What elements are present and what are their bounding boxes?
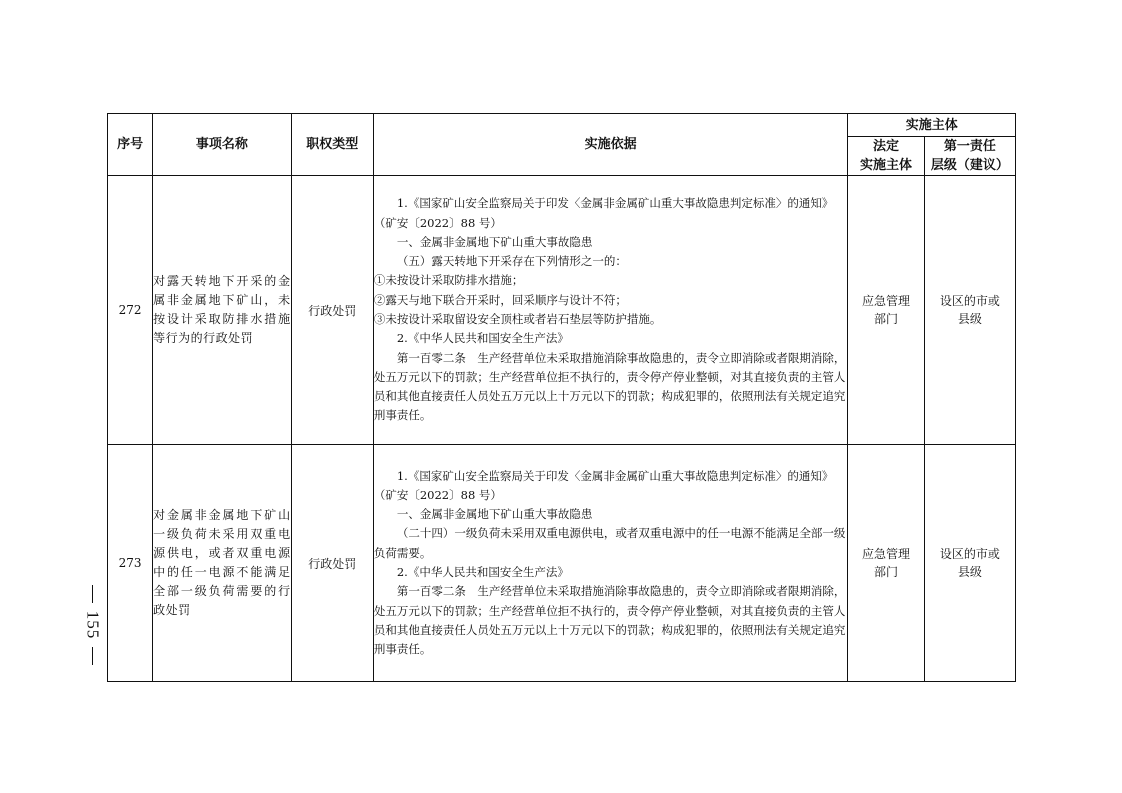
row-basis (373, 176, 848, 445)
basis-line: （二十四）一级负荷未采用双重电源供电，或者双重电源中的任一电源不能满足全部一级负荷需要。 (373, 526, 846, 560)
legal-subject-line1: 应急管理 (862, 547, 911, 561)
basis-line: 第一百零二条 生产经营单位未采取措施消除事故隐患的，责令立即消除或者限期消除，处五万元以下的罚款；生产经营单位拒不执行的，责令停产停业整顿，对其直接负责的主管人员和其他直接责任人员处五万元以上十万元以下的罚款；构成犯罪的，依照刑法有关规定追究刑事责任。 (373, 350, 846, 423)
row-legal-subject (848, 176, 924, 445)
page-number-dash-bottom (92, 647, 93, 665)
row-name: 对露天转地下开采的金属非金属地下矿山，未按设计采取防排水措施等行为的行政处罚 (153, 176, 291, 445)
basis-line: ①未按设计采取防排水措施； (373, 273, 524, 288)
row-basis (373, 445, 848, 682)
basis-line: 一、金属非金属地下矿山重大事故隐患 (396, 234, 593, 249)
row-legal-subject (848, 445, 924, 682)
basis-line: ③未按设计采取留设安全顶柱或者岩石垫层等防护措施。 (373, 312, 662, 326)
header-first-level (924, 137, 1015, 176)
basis-line: 1.《国家矿山安全监察局关于印发〈金属非金属矿山重大事故隐患判定标准〉的通知》（矿安〔2022〕88 号） (373, 196, 834, 230)
first-level-line2: 县级 (957, 312, 982, 326)
basis-line: 2.《中华人民共和国安全生产法》 (396, 565, 569, 579)
table-row (108, 445, 1016, 682)
legal-subject-line2: 部门 (874, 312, 899, 326)
basis-line: 2.《中华人民共和国安全生产法》 (396, 331, 569, 346)
basis-line: 1.《国家矿山安全监察局关于印发〈金属非金属矿山重大事故隐患判定标准〉的通知》（矿安〔2022〕88 号） (373, 468, 834, 502)
page-number (78, 585, 106, 685)
row-name: 对金属非金属地下矿山一级负荷未采用双重电源供电，或者双重电源中的任一电源不能满足全部一级负荷需要的行政处罚 (153, 445, 291, 682)
basis-line: ②露天与地下联合开采时，回采顺序与设计不符； (373, 292, 627, 307)
header-no: 序号 (108, 114, 153, 176)
page-number-text: 155 (83, 610, 102, 640)
first-level-line1: 设区的市或 (939, 294, 1000, 308)
basis-line: 第一百零二条 生产经营单位未采取措施消除事故隐患的，责令立即消除或者限期消除，处五万元以下的罚款；生产经营单位拒不执行的，责令停产停业整顿，对其直接负责的主管人员和其他直接责任人员处五万元以上十万元以下的罚款；构成犯罪的，依照刑法有关规定追究刑事责任。 (373, 584, 846, 657)
page-number-dash-top (92, 585, 93, 603)
header-type: 职权类型 (291, 114, 373, 176)
row-no: 273 (108, 445, 153, 682)
table-row (108, 176, 1016, 445)
row-no: 272 (108, 176, 153, 445)
row-type: 行政处罚 (291, 176, 373, 445)
basis-line: 一、金属非金属地下矿山重大事故隐患 (396, 507, 593, 522)
first-level-line2: 县级 (957, 565, 982, 579)
header-name: 事项名称 (153, 114, 291, 176)
header-subject: 实施主体 (848, 114, 1016, 137)
legal-subject-line2: 部门 (874, 565, 899, 579)
row-first-level (924, 176, 1015, 445)
legal-subject-line1: 应急管理 (862, 294, 911, 308)
basis-line: （五）露天转地下开采存在下列情形之一的： (396, 254, 627, 269)
header-first-level-line2: 层级（建议） (930, 158, 1009, 173)
header-legal-subject-line1: 法定 (873, 139, 900, 154)
matters-table (107, 113, 1016, 682)
row-type: 行政处罚 (291, 445, 373, 682)
header-first-level-line1: 第一责任 (943, 139, 996, 154)
first-level-line1: 设区的市或 (939, 547, 1000, 561)
row-first-level (924, 445, 1015, 682)
header-legal-subject (848, 137, 924, 176)
header-legal-subject-line2: 实施主体 (860, 158, 913, 173)
header-basis: 实施依据 (373, 114, 848, 176)
